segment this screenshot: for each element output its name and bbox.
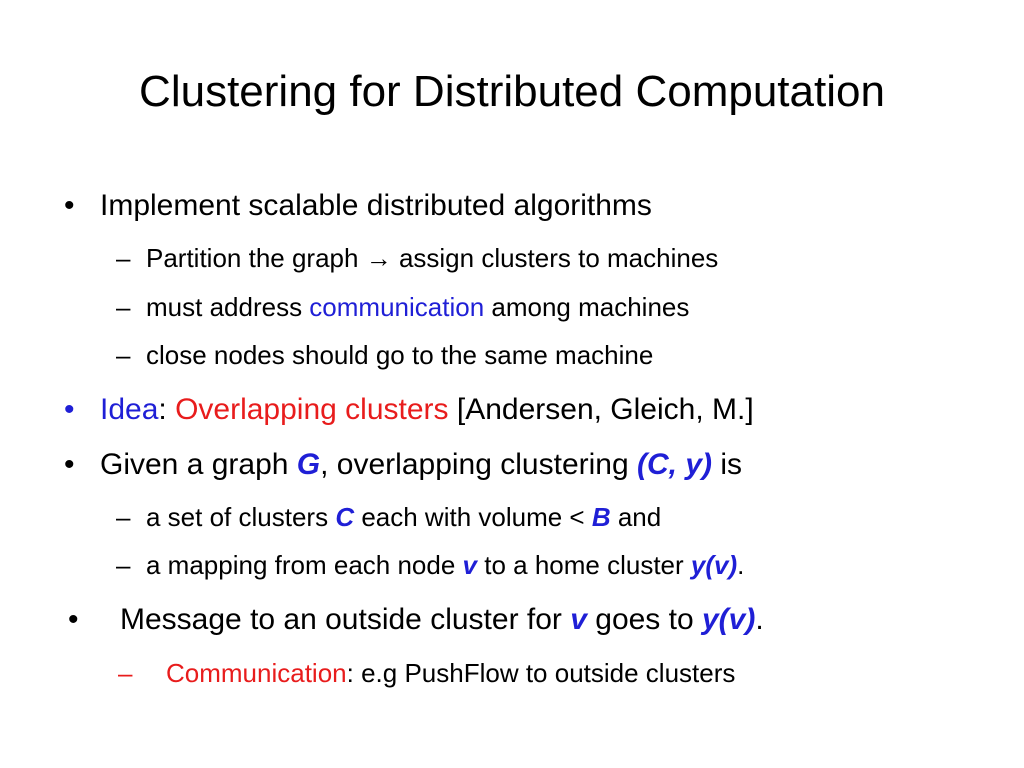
sub-text: .	[737, 550, 745, 580]
dash-marker: –	[118, 658, 133, 688]
symbol-C: C	[335, 502, 355, 532]
symbol-Cy: (C, y)	[637, 448, 712, 481]
bullet-text: Implement scalable distributed algorithms	[100, 189, 652, 222]
dash-marker: –	[116, 502, 131, 532]
sub-text: : e.g PushFlow to outside clusters	[346, 658, 736, 688]
bullet-text: Given a graph	[100, 448, 297, 481]
sub-set-of-clusters	[146, 500, 661, 534]
bullet-text: is	[712, 448, 742, 481]
sub-text: to a home cluster	[477, 550, 691, 580]
dash-marker: –	[116, 292, 131, 322]
bullet-marker: •	[64, 393, 75, 426]
slide-title: Clustering for Distributed Computation	[139, 67, 885, 116]
symbol-B: B	[591, 502, 611, 532]
bullet-message	[120, 600, 764, 640]
bullet-text: goes to	[586, 603, 702, 636]
sub-text: close nodes should go to the same machine	[146, 340, 654, 370]
sub-text: and	[610, 502, 662, 532]
symbol-v: v	[570, 603, 587, 636]
bullet-text: , overlapping clustering	[320, 448, 637, 481]
sub-text: among machines	[484, 292, 690, 322]
sub-text: assign clusters to machines	[398, 243, 719, 273]
sub-text: a set of clusters	[146, 502, 336, 532]
bullet-implement	[100, 186, 652, 226]
bullet-text: .	[755, 603, 764, 636]
bullet-text: Message to an outside cluster for	[120, 603, 571, 636]
bullet-marker: •	[64, 189, 75, 222]
symbol-yv: y(v)	[690, 550, 738, 580]
dash-marker: –	[116, 550, 131, 580]
sub-partition	[146, 241, 718, 275]
sub-text: each with volume <	[354, 502, 592, 532]
dash-marker: –	[116, 340, 131, 370]
bullet-idea	[100, 390, 754, 430]
sub-text: a mapping from each node	[146, 550, 463, 580]
bullet-text: :	[158, 393, 176, 426]
bullet-marker: •	[68, 603, 79, 636]
highlight-overlapping: Overlapping clusters	[175, 393, 449, 426]
dash-marker: –	[116, 243, 131, 273]
sub-text: Partition the graph	[146, 243, 359, 273]
sub-mapping	[146, 548, 744, 582]
bullet-text: [Andersen, Gleich, M.]	[448, 393, 754, 426]
sub-text: must address	[146, 292, 310, 322]
symbol-yv: y(v)	[702, 603, 756, 636]
idea-label: Idea	[100, 393, 159, 426]
bullet-given-graph	[100, 445, 742, 485]
highlight-communication: communication	[309, 292, 485, 322]
sub-close-nodes	[146, 338, 653, 372]
right-arrow-icon: →	[365, 243, 392, 273]
highlight-communication-red: Communication	[166, 658, 347, 688]
bullet-marker: •	[64, 448, 75, 481]
symbol-G: G	[296, 448, 321, 481]
sub-communication	[146, 290, 689, 324]
sub-pushflow	[166, 656, 735, 690]
symbol-v: v	[462, 550, 478, 580]
